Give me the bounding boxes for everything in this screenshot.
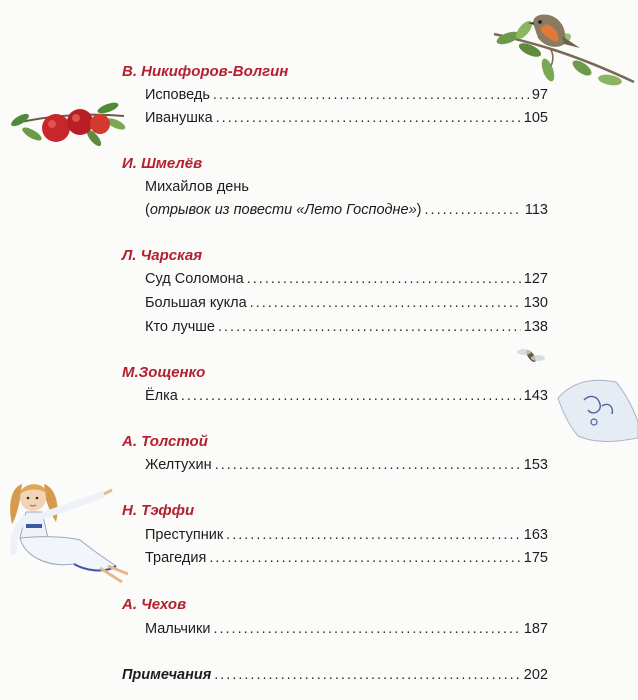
dot-leader: [209, 549, 520, 567]
toc-entry-mikhailov-den[interactable]: [145, 201, 548, 219]
toc-entry-yolka[interactable]: [145, 387, 548, 405]
entry-title: Суд Соломона: [145, 271, 244, 287]
author-chekhov: А. Чехов: [122, 596, 187, 613]
entry-title: Желтухин: [145, 457, 212, 473]
doll-girl-illustration: [4, 478, 134, 588]
author-zoshchenko: М.Зощенко: [122, 364, 206, 381]
toc-entry-tragediya[interactable]: [145, 549, 548, 567]
entry-page-number: 105: [523, 110, 548, 126]
entry-page-number: 97: [531, 87, 548, 103]
entry-title-line1[interactable]: Михайлов день: [145, 179, 249, 195]
entry-title: Кто лучше: [145, 319, 215, 335]
entry-title: Трагедия: [145, 550, 207, 566]
entry-title: Иванушка: [145, 110, 213, 126]
entry-title: Мальчики: [145, 621, 211, 637]
dot-leader: [425, 201, 522, 219]
entry-page-number: 175: [523, 550, 548, 566]
entry-page-number: 138: [523, 319, 548, 335]
entry-page-number: 163: [523, 527, 548, 543]
toc-entry-malchiki[interactable]: [145, 620, 548, 638]
toc-entry-ivanushka[interactable]: [145, 109, 548, 127]
toc-entry-bolshaya-kukla[interactable]: [145, 294, 548, 312]
dragonfly-illustration: [516, 344, 546, 368]
entry-title: Исповедь: [145, 87, 210, 103]
toc-entry-prestupnik[interactable]: [145, 526, 548, 544]
toc-entry-kto-luchshe[interactable]: [145, 318, 548, 336]
entry-subtitle: отрывок из повести «Лето Господне»: [149, 202, 417, 218]
dot-leader: [247, 270, 521, 288]
toc-entry-primechaniya[interactable]: [122, 666, 548, 684]
toc-entry-ispoved[interactable]: [145, 86, 548, 104]
entry-page-number: 153: [523, 457, 548, 473]
entry-page-number: 187: [523, 621, 548, 637]
dot-leader: [250, 294, 521, 312]
entry-title-line2: [145, 201, 422, 219]
author-teffi: Н. Тэффи: [122, 502, 195, 519]
entry-page-number: 113: [524, 202, 548, 218]
author-charskaya: Л. Чарская: [122, 247, 203, 264]
dot-leader: [215, 456, 521, 474]
entry-page-number: 202: [523, 667, 548, 683]
entry-title: Большая кукла: [145, 295, 247, 311]
red-apples-illustration: [8, 94, 128, 154]
dot-leader: [213, 86, 529, 104]
notes-label: Примечания: [122, 667, 212, 683]
dot-leader: [213, 620, 520, 638]
entry-page-number: 130: [523, 295, 548, 311]
entry-page-number: 127: [523, 271, 548, 287]
author-nikiforov-volgin: В. Никифоров-Волгин: [122, 63, 289, 80]
dot-leader: [216, 109, 521, 127]
toc-entry-sud-solomona[interactable]: [145, 270, 548, 288]
handkerchief-illustration: [556, 376, 638, 446]
entry-title: Преступник: [145, 527, 224, 543]
dot-leader: [226, 526, 521, 544]
author-tolstoy: А. Толстой: [122, 433, 208, 450]
entry-title: Ёлка: [145, 388, 178, 404]
author-shmelev: И. Шмелёв: [122, 155, 203, 172]
open-paren: (: [145, 202, 150, 218]
close-paren: ): [416, 202, 422, 218]
toc-entry-zheltukhin[interactable]: [145, 456, 548, 474]
entry-page-number: 143: [523, 388, 548, 404]
bird-on-branch-illustration: [490, 8, 638, 88]
dot-leader: [218, 318, 521, 336]
dot-leader: [214, 666, 521, 684]
dot-leader: [181, 387, 521, 405]
